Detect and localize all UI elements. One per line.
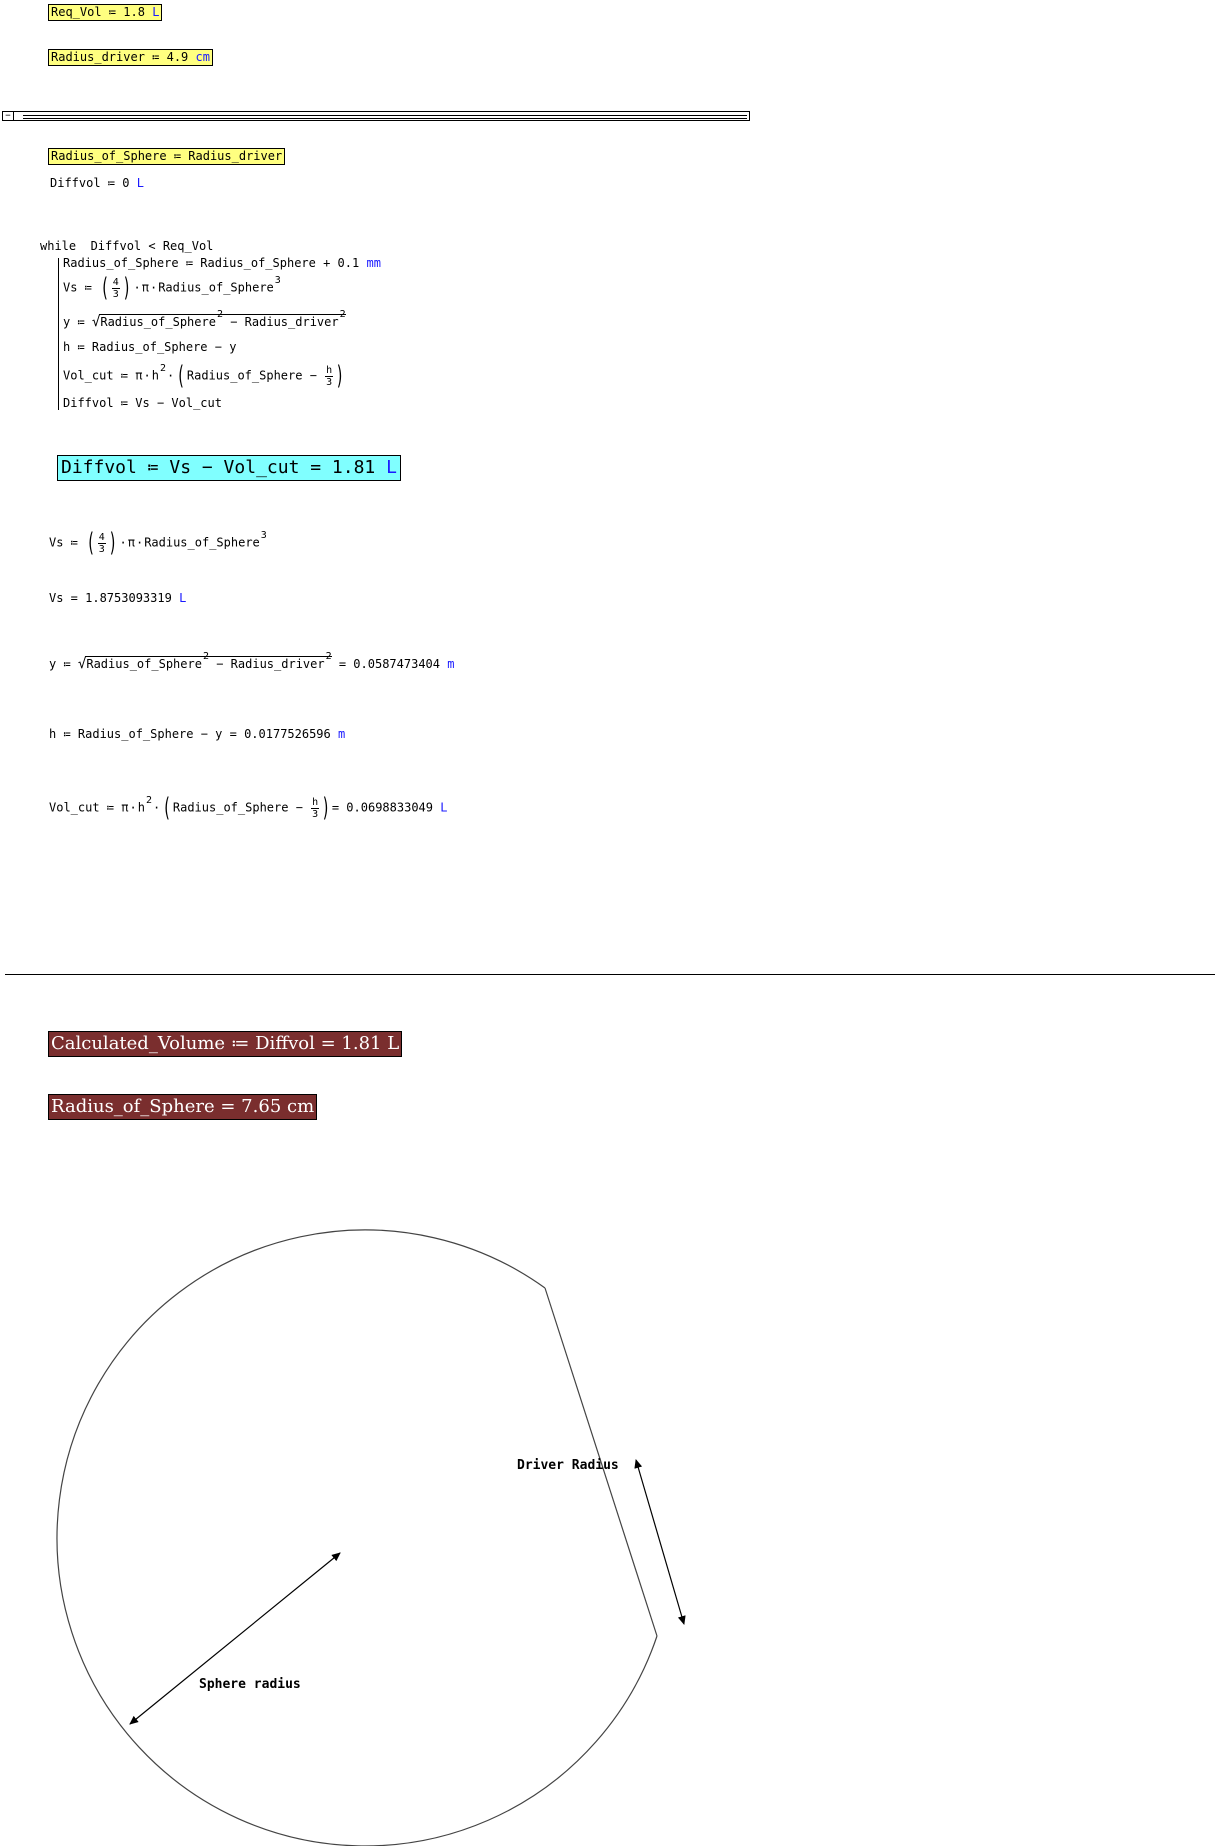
diffvol-init-lhs: Diffvol bbox=[50, 176, 101, 190]
while-keyword: while bbox=[40, 239, 77, 253]
radius-of-sphere-init[interactable]: Radius_of_Sphere ≔ Radius_driver bbox=[48, 148, 285, 165]
while-condition: Diffvol < Req_Vol bbox=[90, 239, 214, 253]
diffvol-init-unit: L bbox=[136, 176, 144, 190]
y-result: = 0.0587473404 bbox=[338, 657, 441, 671]
diffvol-init[interactable]: Diffvol ≔ 0 L bbox=[50, 176, 144, 190]
h-expr: h ≔ Radius_of_Sphere − y = 0.0177526596 bbox=[49, 727, 331, 741]
diffvol-result-expr: Diffvol ≔ Vs − Vol_cut = 1.81 bbox=[61, 457, 376, 478]
req-vol-unit: L bbox=[152, 5, 160, 19]
init-sphere-lhs: Radius_of_Sphere bbox=[51, 149, 167, 163]
driver-radius-arrow bbox=[636, 1460, 684, 1624]
vs-value: Vs = 1.8753093319 bbox=[49, 591, 172, 605]
sphere-outline bbox=[57, 1230, 657, 1846]
vs-unit: L bbox=[179, 591, 187, 605]
loop-line-h[interactable]: h ≔ Radius_of_Sphere − y bbox=[63, 340, 237, 354]
loop-line3-b: Radius_driver bbox=[244, 315, 339, 329]
req-vol-input[interactable]: Req_Vol ≔ 1.8 L bbox=[48, 4, 162, 21]
radius-driver-unit: cm bbox=[195, 50, 210, 64]
calc-volume-expr: Calculated_Volume ≔ Diffvol = 1.81 bbox=[51, 1033, 382, 1054]
loop-line-radius-update[interactable]: Radius_of_Sphere ≔ Radius_of_Sphere + 0.1 mm bbox=[63, 256, 381, 270]
loop-line-y[interactable]: y ≔ √Radius_of_Sphere$^2$ − Radius_driver$^2$ bbox=[63, 309, 346, 330]
radius-driver-value: 4.9 bbox=[166, 50, 189, 64]
loop-line3-a: Radius_of_Sphere bbox=[100, 315, 216, 329]
loop-line1-rhs: Radius_of_Sphere + 0.1 bbox=[200, 256, 360, 270]
loop-line-diffvol[interactable]: Diffvol ≔ Vs − Vol_cut bbox=[63, 396, 222, 410]
loop-line1-unit: mm bbox=[366, 256, 381, 270]
y-lhs: y bbox=[49, 657, 57, 671]
vs-def-var: Radius_of_Sphere bbox=[144, 535, 260, 550]
y-a: Radius_of_Sphere bbox=[86, 657, 202, 671]
y-evaluation[interactable]: y ≔ √Radius_of_Sphere$^2$ − Radius_driver$^2$ = 0.0587473404 m bbox=[49, 651, 455, 672]
sphere-radius-arrow bbox=[130, 1553, 340, 1724]
loop-line1-lhs: Radius_of_Sphere bbox=[63, 256, 179, 270]
volcut-var: Radius_of_Sphere bbox=[172, 800, 289, 815]
vs-def-lhs: Vs bbox=[49, 535, 64, 550]
init-sphere-rhs: Radius_driver bbox=[188, 149, 283, 163]
req-vol-value: 1.8 bbox=[123, 5, 145, 19]
radius-driver-name: Radius_driver bbox=[51, 50, 145, 64]
h-unit: m bbox=[338, 727, 346, 741]
loop-line4-rhs: Radius_of_Sphere − y bbox=[91, 340, 237, 354]
loop-line5-var: Radius_of_Sphere bbox=[186, 368, 303, 383]
driver-radius-label: Driver Radius bbox=[517, 1458, 619, 1473]
loop-line2-lhs: Vs bbox=[63, 280, 78, 295]
sphere-radius-label: Sphere radius bbox=[199, 1677, 301, 1692]
diffvol-result-unit: L bbox=[386, 457, 397, 478]
vs-definition[interactable]: Vs ≔ ( $\frac{4}{3}$ ) ·π·Radius_of_Sphere$^3$ bbox=[49, 528, 267, 558]
loop-line2-var: Radius_of_Sphere bbox=[158, 280, 274, 295]
loop-line-volcut[interactable]: Vol_cut ≔ $\pi\cdot h^2\cdot$( Radius_of_Sphere − $\frac{h}{3}$ ) bbox=[63, 361, 345, 391]
loop-line4-lhs: h bbox=[63, 340, 71, 354]
loop-line6-lhs: Diffvol bbox=[63, 396, 114, 410]
volcut-unit: L bbox=[440, 800, 448, 815]
loop-line6-rhs: Vs − Vol_cut bbox=[135, 396, 222, 410]
y-unit: m bbox=[447, 657, 455, 671]
loop-line-vs[interactable]: Vs ≔ ( $\frac{4}{3}$ ) ·π·Radius_of_Sphere$^3$ bbox=[63, 273, 281, 303]
loop-line3-lhs: y bbox=[63, 315, 71, 329]
radius-sphere-unit: cm bbox=[287, 1096, 315, 1117]
calc-volume-unit: L bbox=[387, 1033, 400, 1054]
req-vol-name: Req_Vol bbox=[51, 5, 102, 19]
loop-line5-lhs: Vol_cut bbox=[63, 368, 114, 383]
volcut-result: = 0.0698833049 bbox=[331, 800, 433, 815]
collapse-toggle-icon[interactable]: − bbox=[2, 111, 14, 121]
y-b: Radius_driver bbox=[230, 657, 325, 671]
diffvol-init-value: 0 bbox=[122, 176, 130, 190]
radius-sphere-expr: Radius_of_Sphere = 7.65 bbox=[51, 1096, 282, 1117]
radius-driver-input[interactable]: Radius_driver ≔ 4.9 cm bbox=[48, 49, 213, 66]
volcut-lhs: Vol_cut bbox=[49, 800, 100, 815]
volcut-evaluation[interactable]: Vol_cut ≔ $\pi\cdot h^2\cdot$( Radius_of_Sphere − $\frac{h}{3}$ ) = 0.0698833049 L bbox=[49, 793, 448, 823]
